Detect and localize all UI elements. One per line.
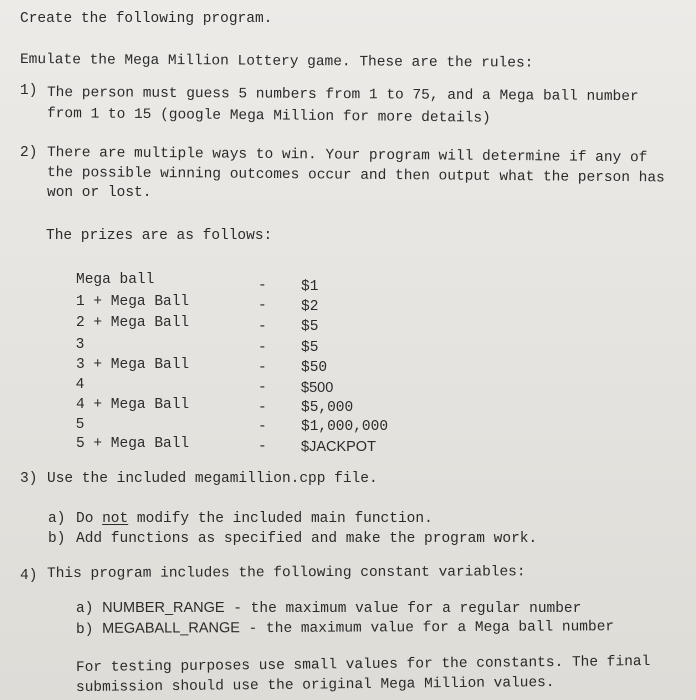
prize-amount: $5,000 xyxy=(301,400,354,416)
prize-match: 5 + Mega Ball xyxy=(76,436,190,452)
prize-match: 3 + Mega Ball xyxy=(76,357,190,373)
prize-amount: $5 xyxy=(301,319,319,335)
prize-match: 4 xyxy=(76,376,85,392)
prize-dash: - xyxy=(258,360,267,376)
rule-1-line-2: from 1 to 15 (google Mega Million for more details) xyxy=(46,106,491,127)
rule-3a-not: not xyxy=(102,511,129,527)
prize-dash: - xyxy=(258,419,267,435)
prize-dash: - xyxy=(258,439,267,455)
prize-match: 4 + Mega Ball xyxy=(76,397,190,413)
prize-amount: $1,000,000 xyxy=(301,419,389,435)
rule-4a-label: a) xyxy=(76,601,94,617)
rule-1-number: 1) xyxy=(20,83,38,99)
testing-line-2: submission should use the original Mega Million values. xyxy=(75,674,555,696)
prize-match: 3 xyxy=(76,336,85,352)
title-line: Create the following program. xyxy=(20,11,273,27)
prize-dash: - xyxy=(258,278,267,294)
prize-amount: $JACKPOT xyxy=(301,439,376,455)
rule-4b-text: - the maximum value for a Mega ball number xyxy=(248,619,615,638)
prize-match: 5 xyxy=(76,416,85,432)
rule-3-number: 3) xyxy=(20,471,38,487)
rule-3b-label: b) xyxy=(48,531,66,547)
rule-3a-text xyxy=(76,512,433,527)
rule-3a-label: a) xyxy=(48,511,66,527)
prize-dash: - xyxy=(258,400,267,416)
intro-line: Emulate the Mega Million Lottery game. These are the rules: xyxy=(19,52,534,72)
rule-4b-line xyxy=(76,619,614,637)
rule-4b-name: MEGABALL_RANGE xyxy=(102,620,240,637)
rule-4-text: This program includes the following constant variables: xyxy=(46,564,526,582)
rule-4a-text: - the maximum value for a regular number xyxy=(233,601,582,617)
testing-line-1: For testing purposes use small values for the constants. The final xyxy=(75,653,651,676)
prize-amount: $5 xyxy=(301,340,319,356)
rule-4-number: 4) xyxy=(20,568,38,584)
prize-match: 1 + Mega Ball xyxy=(76,294,190,310)
prize-dash: - xyxy=(258,340,267,356)
prize-dash: - xyxy=(258,298,267,314)
rule-3-text: Use the included megamillion.cpp file. xyxy=(47,471,378,487)
rule-2-line-1: There are multiple ways to win. Your program will determine if any of xyxy=(46,145,648,167)
prize-dash: - xyxy=(258,319,267,335)
rule-4b-label: b) xyxy=(75,621,94,638)
rule-3a-post: modify the included main function. xyxy=(136,511,433,527)
prize-amount: $1 xyxy=(301,279,319,295)
rule-1-line-1: The person must guess 5 numbers from 1 to 75, and a Mega ball number xyxy=(46,85,639,106)
rule-3b-text: Add functions as specified and make the program work. xyxy=(76,531,538,547)
rule-4a-line xyxy=(76,601,581,617)
rule-3a-pre: Do xyxy=(76,511,94,527)
prize-amount: $50 xyxy=(301,360,328,376)
rule-2-number: 2) xyxy=(20,145,38,161)
prizes-heading: The prizes are as follows: xyxy=(46,228,273,244)
prize-amount: $2 xyxy=(301,299,319,315)
rule-2-line-2: the possible winning outcomes occur and then output what the person has xyxy=(46,165,665,187)
prize-amount: $500 xyxy=(301,380,334,396)
prize-match: 2 + Mega Ball xyxy=(76,315,190,331)
prize-match: Mega ball xyxy=(76,272,155,288)
rule-4a-name: NUMBER_RANGE xyxy=(102,600,225,616)
prize-dash: - xyxy=(258,380,267,396)
rule-2-line-3: won or lost. xyxy=(47,185,152,201)
